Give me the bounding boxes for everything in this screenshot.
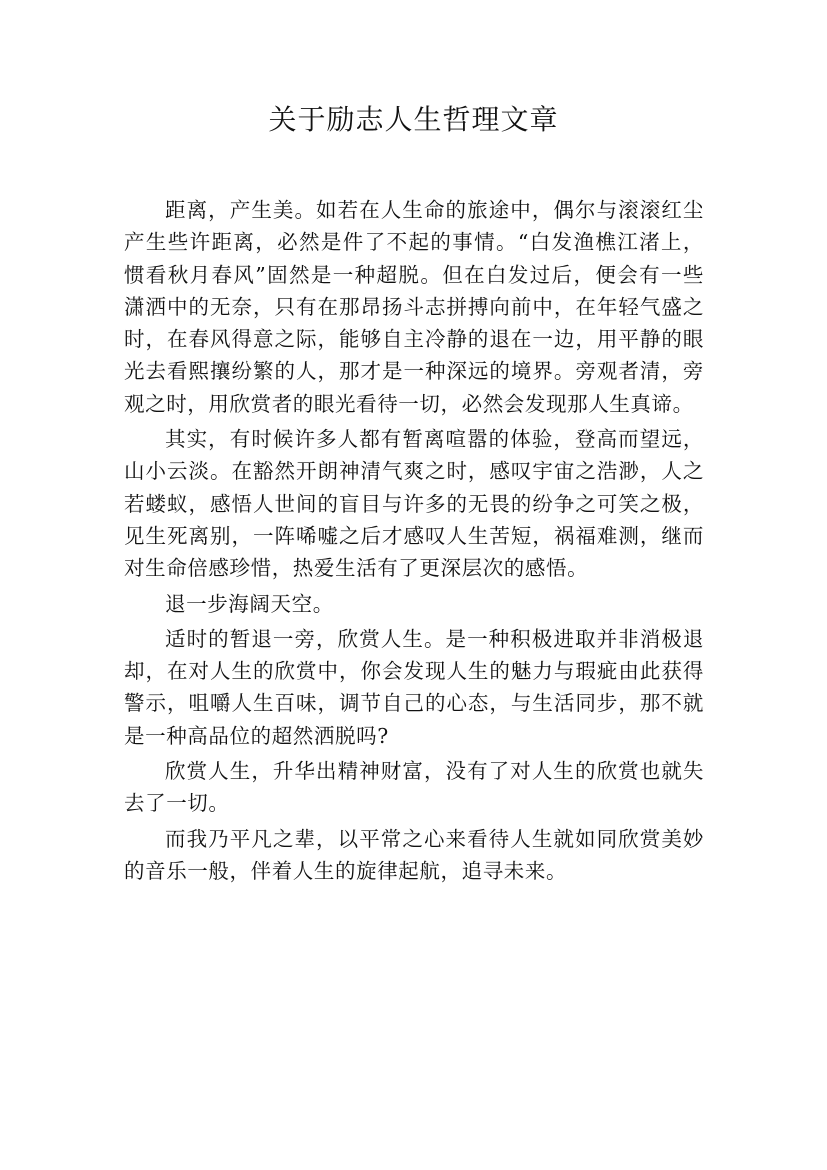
paragraph: 而我乃平凡之辈，以平常之心来看待人生就如同欣赏美妙的音乐一般，伴着人生的旋律起航，追寻未来。 [124, 826, 704, 883]
paragraph: 欣赏人生，升华出精神财富，没有了对人生的欣赏也就失去了一切。 [124, 759, 704, 816]
paragraph: 适时的暂退一旁，欣赏人生。是一种积极进取并非消极退却，在对人生的欣赏中，你会发现人生的魅力与瑕疵由此获得警示，咀嚼人生百味，调节自己的心态，与生活同步，那不就是一种高品位的超然洒脱吗? [124, 626, 704, 748]
document-title: 关于励志人生哲理文章 [268, 103, 559, 136]
paragraph: 退一步海阔天空。 [165, 591, 334, 616]
document-body [124, 194, 704, 890]
paragraph: 距离，产生美。如若在人生命的旅途中，偶尔与滚滚红尘产生些许距离，必然是件了不起的事情。“白发渔樵江渚上，惯看秋月春风”固然是一种超脱。但在白发过后，便会有一些潇洒中的无奈，只有在那昂扬斗志拼搏向前中，在年轻气盛之时，在春风得意之际，能够自主冷静的退在一边，用平静的眼光去看熙攘纷繁的人，那才是一种深远的境界。旁观者清，旁观之时，用欣赏者的眼光看待一切，必然会发现那人生真谛。 [124, 198, 704, 416]
paragraph: 其实，有时候许多人都有暂离喧嚣的体验，登高而望远，山小云淡。在豁然开朗神清气爽之时，感叹宇宙之浩渺，人之若蝼蚁，感悟人世间的盲目与许多的无畏的纷争之可笑之极，见生死离别，一阵唏嘘之后才感叹人生苦短，祸福难测，继而对生命倍感珍惜，热爱生活有了更深层次的感悟。 [124, 427, 704, 581]
